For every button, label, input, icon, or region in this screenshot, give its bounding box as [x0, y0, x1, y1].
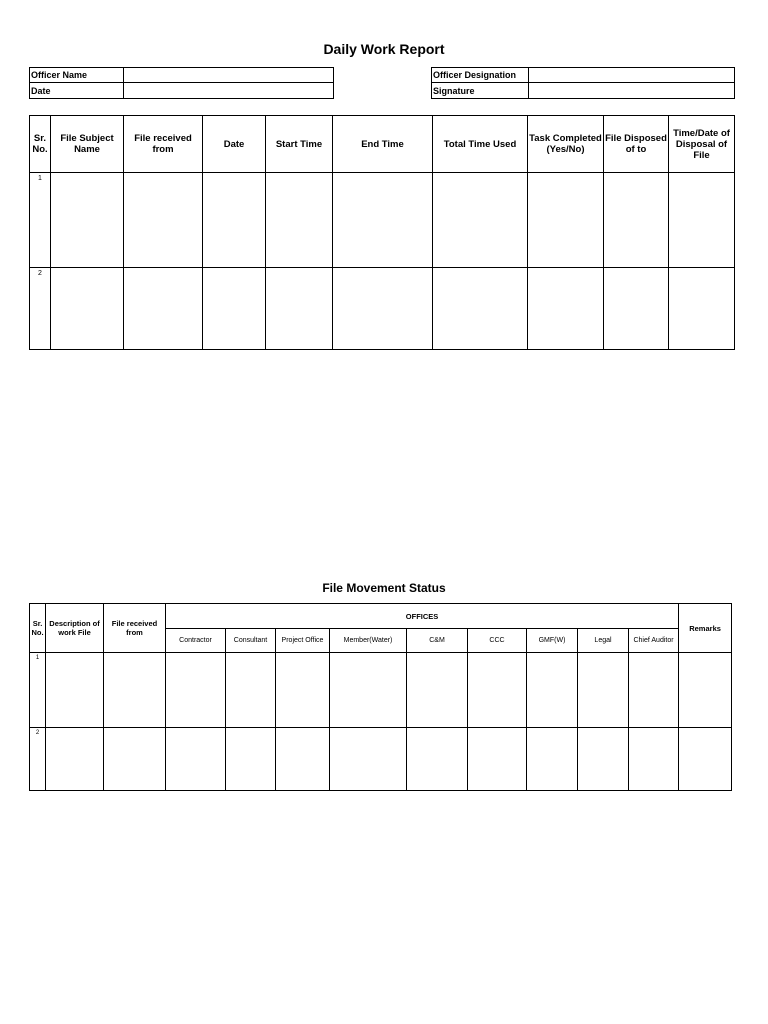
table-cell[interactable]	[669, 268, 735, 350]
officer-info-table	[29, 67, 334, 99]
table-cell[interactable]	[203, 268, 266, 350]
table-cell[interactable]	[407, 728, 468, 791]
table-cell[interactable]	[669, 173, 735, 268]
col-header-end-time: End Time	[333, 116, 433, 173]
table-cell[interactable]	[679, 728, 732, 791]
table-row	[30, 173, 735, 268]
col-header-file-subject-name: File Subject Name	[51, 116, 124, 173]
table-cell[interactable]	[276, 728, 330, 791]
table-cell[interactable]	[51, 173, 124, 268]
table-cell[interactable]	[104, 728, 166, 791]
table-cell[interactable]	[578, 653, 629, 728]
table-cell[interactable]	[46, 728, 104, 791]
table-cell[interactable]	[104, 653, 166, 728]
col-header-sr-no: Sr. No.	[30, 604, 46, 653]
table-cell[interactable]	[266, 268, 333, 350]
office-header-contractor: Contractor	[166, 629, 226, 653]
table-cell[interactable]	[276, 653, 330, 728]
table-cell[interactable]	[604, 268, 669, 350]
col-header-remarks: Remarks	[679, 604, 732, 653]
table-cell[interactable]	[226, 728, 276, 791]
office-header-ccc: CCC	[468, 629, 527, 653]
table-cell[interactable]	[166, 728, 226, 791]
table-cell[interactable]	[333, 268, 433, 350]
offices-group-header: OFFICES	[166, 604, 679, 629]
date-label: Date	[30, 83, 124, 99]
col-header-task-completed: Task Completed (Yes/No)	[528, 116, 604, 173]
officer-name-field[interactable]	[124, 68, 334, 83]
table-cell[interactable]	[330, 728, 407, 791]
table-cell[interactable]	[433, 173, 528, 268]
table-cell[interactable]	[679, 653, 732, 728]
table-row	[30, 653, 732, 728]
col-header-time-date-disposal: Time/Date of Disposal of File	[669, 116, 735, 173]
table-row	[30, 268, 735, 350]
col-header-date: Date	[203, 116, 266, 173]
signature-label: Signature	[432, 83, 529, 99]
table-cell[interactable]	[226, 653, 276, 728]
office-header-gmf-w: GMF(W)	[527, 629, 578, 653]
table-cell[interactable]	[433, 268, 528, 350]
office-header-project-office: Project Office	[276, 629, 330, 653]
col-header-sr-no: Sr. No.	[30, 116, 51, 173]
table-cell[interactable]	[407, 653, 468, 728]
table-cell[interactable]	[604, 173, 669, 268]
col-header-file-disposed-to: File Disposed of to	[604, 116, 669, 173]
office-header-legal: Legal	[578, 629, 629, 653]
table-row	[30, 728, 732, 791]
col-header-file-received-from: File received from	[104, 604, 166, 653]
report-title: Daily Work Report	[323, 41, 445, 57]
row-number: 2	[30, 268, 51, 350]
office-header-member-water: Member(Water)	[330, 629, 407, 653]
table-cell[interactable]	[124, 173, 203, 268]
table-cell[interactable]	[527, 653, 578, 728]
table-cell[interactable]	[330, 653, 407, 728]
table-cell[interactable]	[468, 728, 527, 791]
table-cell[interactable]	[266, 173, 333, 268]
officer-name-label: Officer Name	[30, 68, 124, 83]
table-cell[interactable]	[629, 653, 679, 728]
row-number: 1	[30, 653, 46, 728]
table-cell[interactable]	[528, 268, 604, 350]
table-cell[interactable]	[629, 728, 679, 791]
table-cell[interactable]	[124, 268, 203, 350]
table-cell[interactable]	[333, 173, 433, 268]
office-header-c-m: C&M	[407, 629, 468, 653]
col-header-file-received-from: File received from	[124, 116, 203, 173]
movement-title: File Movement Status	[322, 581, 446, 595]
office-header-consultant: Consultant	[226, 629, 276, 653]
col-header-total-time-used: Total Time Used	[433, 116, 528, 173]
table-cell[interactable]	[468, 653, 527, 728]
table-cell[interactable]	[166, 653, 226, 728]
file-movement-table	[29, 603, 732, 791]
row-number: 2	[30, 728, 46, 791]
office-header-chief-auditor: Chief Auditor	[629, 629, 679, 653]
work-report-table	[29, 115, 735, 350]
table-cell[interactable]	[528, 173, 604, 268]
col-header-description: Description of work File	[46, 604, 104, 653]
table-cell[interactable]	[203, 173, 266, 268]
row-number: 1	[30, 173, 51, 268]
officer-designation-label: Officer Designation	[432, 68, 529, 83]
col-header-start-time: Start Time	[266, 116, 333, 173]
table-cell[interactable]	[527, 728, 578, 791]
table-cell[interactable]	[578, 728, 629, 791]
table-cell[interactable]	[51, 268, 124, 350]
designation-info-table	[431, 67, 735, 99]
officer-designation-field[interactable]	[529, 68, 735, 83]
date-field[interactable]	[124, 83, 334, 99]
table-cell[interactable]	[46, 653, 104, 728]
signature-field[interactable]	[529, 83, 735, 99]
